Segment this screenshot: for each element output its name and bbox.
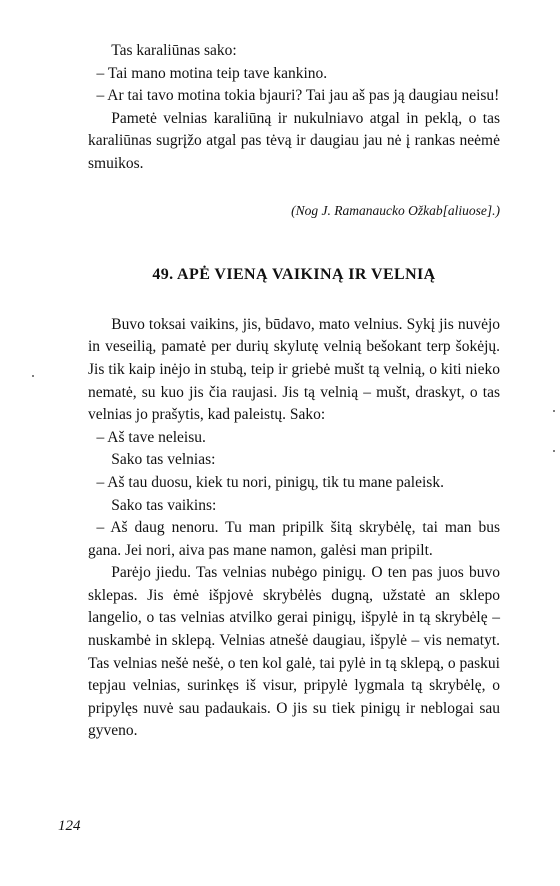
paragraph: Tas karaliūnas sako: bbox=[111, 42, 237, 59]
paragraph: Pametė velnias karaliūną ir nukulniavo atgal in peklą, o tas karaliūnas sugrįžo atgal pas tėvą ir daugiau jau nė į rankas neėmė smuikos. bbox=[88, 109, 500, 172]
paragraph: Buvo toksai vaikins, jis, būdavo, mato velnius. Sykį jis nuvėjo in veseilią, pamatė per durių skylutę velnią bešokant terp šokėjų. Jis tik kaip inėjo in stubą, teip ir griebė mušt tą velnią, o kiti nieko nematė, su kuo jis čia raujasi. Jis tą velnią – mušt, draskyt, o tas velnias jo prašytis, kad paleistų. Sako: bbox=[88, 315, 500, 424]
dialogue-line: – Tai mano motina teip tave kankino. bbox=[96, 64, 328, 82]
paragraph: Sako tas velnias: bbox=[111, 451, 216, 469]
story-body bbox=[88, 314, 500, 743]
page-text bbox=[88, 40, 500, 743]
scan-speck bbox=[553, 450, 555, 452]
dialogue-line: – Aš daug nenoru. Tu man pripilk šitą skrybėlę, tai man bus gana. Jei nori, aiva pas mane namon, galėsi man pripilt. bbox=[88, 519, 500, 559]
paragraph: Sako tas vaikins: bbox=[111, 496, 217, 514]
dialogue-line: – Aš tau duosu, kiek tu nori, pinigų, tik tu mane paleisk. bbox=[96, 473, 444, 491]
story-heading: 49. APĖ VIENĄ VAIKINĄ IR VELNIĄ bbox=[152, 266, 436, 284]
dialogue-line: – Ar tai tavo motina tokia bjauri? Tai jau aš pas ją daugiau neisu! bbox=[96, 87, 500, 105]
page-number: 124 bbox=[58, 818, 81, 834]
scan-speck bbox=[553, 410, 555, 412]
scan-speck bbox=[32, 375, 34, 377]
dialogue-line: – Aš tave neleisu. bbox=[96, 428, 206, 446]
previous-tale-ending bbox=[88, 40, 500, 222]
source-attribution: (Nog J. Ramanaucko Ožkab[aliuose].) bbox=[291, 202, 500, 218]
paragraph: Parėjo jiedu. Tas velnias nubėgo pinigų. O ten pas juos buvo sklepas. Jis ėmė išpjovė skrybėlės dugną, užstatė an sklepo langelio, o tas velnias atvilko gerai pinigų, išpylė in tą skrybėlę – nuskambė in sklepą. Velnias atnešė daugiau, išpylė – vis nematyt. Tas velnias nešė nešė, o ten kol galė, tai pylė in tą sklepą, o paskui tepjau velnias, surinkęs iš visur, pripylė lygmala tą skrybėlę, o pripylęs nuvė sau padaukais. O jis su tiek pinigų ir neblogai sau gyveno. bbox=[88, 564, 500, 740]
